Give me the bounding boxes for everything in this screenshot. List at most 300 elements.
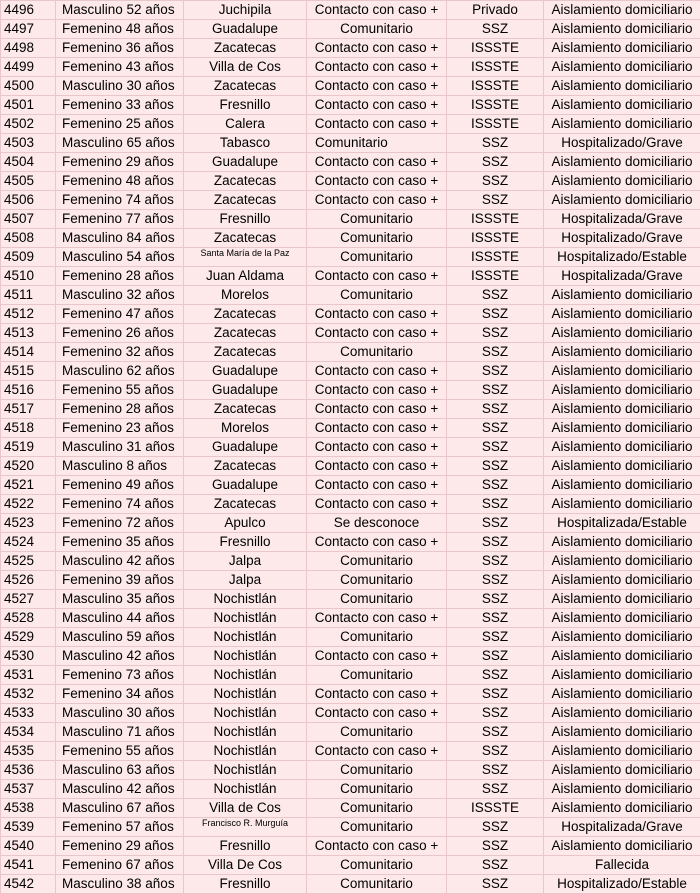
table-row [1, 818, 700, 837]
municipality-cell: Nochistlán [184, 685, 307, 704]
case-id-cell: 4506 [1, 191, 56, 210]
transmission-type-cell: Comunitario [307, 20, 447, 39]
case-id-cell: 4519 [1, 438, 56, 457]
status-cell: Aislamiento domiciliario [544, 58, 700, 77]
transmission-type-cell: Comunitario [307, 856, 447, 875]
table-row [1, 400, 700, 419]
case-id-cell: 4499 [1, 58, 56, 77]
transmission-type-cell: Contacto con caso + [307, 476, 447, 495]
table-row [1, 514, 700, 533]
status-cell: Aislamiento domiciliario [544, 742, 700, 761]
municipality-cell: Juchipila [184, 1, 307, 20]
status-cell: Hospitalizado/Grave [544, 229, 700, 248]
table-row [1, 1, 700, 20]
transmission-type-cell: Contacto con caso + [307, 419, 447, 438]
municipality-cell: Tabasco [184, 134, 307, 153]
status-cell: Aislamiento domiciliario [544, 400, 700, 419]
sex-age-cell: Femenino 55 años [56, 742, 184, 761]
table-row [1, 647, 700, 666]
institution-cell: SSZ [447, 191, 544, 210]
institution-cell: SSZ [447, 761, 544, 780]
case-id-cell: 4502 [1, 115, 56, 134]
status-cell: Aislamiento domiciliario [544, 96, 700, 115]
municipality-cell: Nochistlán [184, 704, 307, 723]
institution-cell: SSZ [447, 704, 544, 723]
institution-cell: SSZ [447, 647, 544, 666]
transmission-type-cell: Contacto con caso + [307, 400, 447, 419]
institution-cell: SSZ [447, 324, 544, 343]
sex-age-cell: Masculino 31 años [56, 438, 184, 457]
transmission-type-cell: Contacto con caso + [307, 685, 447, 704]
table-row [1, 153, 700, 172]
institution-cell: SSZ [447, 571, 544, 590]
case-id-cell: 4522 [1, 495, 56, 514]
municipality-cell: Zacatecas [184, 457, 307, 476]
sex-age-cell: Masculino 44 años [56, 609, 184, 628]
status-cell: Aislamiento domiciliario [544, 780, 700, 799]
institution-cell: SSZ [447, 134, 544, 153]
institution-cell: SSZ [447, 837, 544, 856]
case-id-cell: 4532 [1, 685, 56, 704]
case-id-cell: 4510 [1, 267, 56, 286]
municipality-cell: Nochistlán [184, 647, 307, 666]
municipality-cell: Villa De Cos [184, 856, 307, 875]
table-row [1, 134, 700, 153]
status-cell: Aislamiento domiciliario [544, 495, 700, 514]
table-row [1, 780, 700, 799]
sex-age-cell: Femenino 29 años [56, 837, 184, 856]
table-row [1, 609, 700, 628]
municipality-cell: Zacatecas [184, 191, 307, 210]
status-cell: Aislamiento domiciliario [544, 647, 700, 666]
transmission-type-cell: Contacto con caso + [307, 267, 447, 286]
case-id-cell: 4524 [1, 533, 56, 552]
transmission-type-cell: Comunitario [307, 761, 447, 780]
case-id-cell: 4530 [1, 647, 56, 666]
municipality-cell: Zacatecas [184, 172, 307, 191]
case-id-cell: 4514 [1, 343, 56, 362]
case-id-cell: 4525 [1, 552, 56, 571]
table-row [1, 590, 700, 609]
table-row [1, 305, 700, 324]
case-id-cell: 4526 [1, 571, 56, 590]
municipality-cell: Guadalupe [184, 438, 307, 457]
status-cell: Aislamiento domiciliario [544, 362, 700, 381]
sex-age-cell: Masculino 42 años [56, 552, 184, 571]
table-row [1, 742, 700, 761]
table-row [1, 267, 700, 286]
sex-age-cell: Masculino 30 años [56, 77, 184, 96]
institution-cell: SSZ [447, 666, 544, 685]
status-cell: Aislamiento domiciliario [544, 590, 700, 609]
institution-cell: ISSSTE [447, 267, 544, 286]
institution-cell: SSZ [447, 742, 544, 761]
case-id-cell: 4517 [1, 400, 56, 419]
case-id-cell: 4497 [1, 20, 56, 39]
transmission-type-cell: Comunitario [307, 666, 447, 685]
municipality-cell: Zacatecas [184, 39, 307, 58]
table-row [1, 495, 700, 514]
status-cell: Aislamiento domiciliario [544, 837, 700, 856]
transmission-type-cell: Contacto con caso + [307, 837, 447, 856]
table-row [1, 172, 700, 191]
status-cell: Aislamiento domiciliario [544, 609, 700, 628]
status-cell: Aislamiento domiciliario [544, 704, 700, 723]
case-id-cell: 4508 [1, 229, 56, 248]
sex-age-cell: Femenino 67 años [56, 856, 184, 875]
municipality-cell: Apulco [184, 514, 307, 533]
status-cell: Hospitalizada/Estable [544, 514, 700, 533]
case-id-cell: 4537 [1, 780, 56, 799]
case-id-cell: 4516 [1, 381, 56, 400]
status-cell: Aislamiento domiciliario [544, 191, 700, 210]
table-row [1, 723, 700, 742]
table-row [1, 666, 700, 685]
case-id-cell: 4542 [1, 875, 56, 894]
institution-cell: SSZ [447, 495, 544, 514]
institution-cell: SSZ [447, 343, 544, 362]
table-row [1, 210, 700, 229]
transmission-type-cell: Comunitario [307, 134, 447, 153]
sex-age-cell: Femenino 43 años [56, 58, 184, 77]
sex-age-cell: Masculino 35 años [56, 590, 184, 609]
sex-age-cell: Femenino 23 años [56, 419, 184, 438]
sex-age-cell: Femenino 35 años [56, 533, 184, 552]
table-row [1, 248, 700, 267]
case-id-cell: 4541 [1, 856, 56, 875]
transmission-type-cell: Contacto con caso + [307, 324, 447, 343]
municipality-cell: Zacatecas [184, 305, 307, 324]
sex-age-cell: Masculino 67 años [56, 799, 184, 818]
case-id-cell: 4533 [1, 704, 56, 723]
municipality-cell: Guadalupe [184, 476, 307, 495]
case-id-cell: 4518 [1, 419, 56, 438]
case-id-cell: 4520 [1, 457, 56, 476]
municipality-cell: Villa de Cos [184, 58, 307, 77]
table-row [1, 191, 700, 210]
table-row [1, 286, 700, 305]
case-id-cell: 4509 [1, 248, 56, 267]
institution-cell: ISSSTE [447, 77, 544, 96]
institution-cell: Privado [447, 1, 544, 20]
sex-age-cell: Masculino 42 años [56, 647, 184, 666]
sex-age-cell: Femenino 34 años [56, 685, 184, 704]
table-row [1, 457, 700, 476]
case-id-cell: 4540 [1, 837, 56, 856]
sex-age-cell: Masculino 54 años [56, 248, 184, 267]
institution-cell: SSZ [447, 457, 544, 476]
status-cell: Hospitalizada/Grave [544, 267, 700, 286]
sex-age-cell: Femenino 55 años [56, 381, 184, 400]
sex-age-cell: Femenino 77 años [56, 210, 184, 229]
status-cell: Aislamiento domiciliario [544, 457, 700, 476]
table-row [1, 628, 700, 647]
status-cell: Aislamiento domiciliario [544, 286, 700, 305]
municipality-cell: Nochistlán [184, 742, 307, 761]
status-cell: Aislamiento domiciliario [544, 533, 700, 552]
status-cell: Aislamiento domiciliario [544, 343, 700, 362]
table-row [1, 381, 700, 400]
case-id-cell: 4521 [1, 476, 56, 495]
transmission-type-cell: Contacto con caso + [307, 362, 447, 381]
sex-age-cell: Femenino 47 años [56, 305, 184, 324]
sex-age-cell: Femenino 29 años [56, 153, 184, 172]
table-row [1, 837, 700, 856]
status-cell: Aislamiento domiciliario [544, 305, 700, 324]
sex-age-cell: Masculino 42 años [56, 780, 184, 799]
case-id-cell: 4505 [1, 172, 56, 191]
municipality-cell: Guadalupe [184, 381, 307, 400]
institution-cell: ISSSTE [447, 39, 544, 58]
status-cell: Hospitalizado/Estable [544, 875, 700, 894]
table-row [1, 856, 700, 875]
table-row [1, 799, 700, 818]
municipality-cell: Zacatecas [184, 77, 307, 96]
table-row [1, 115, 700, 134]
transmission-type-cell: Contacto con caso + [307, 533, 447, 552]
municipality-cell: Zacatecas [184, 229, 307, 248]
transmission-type-cell: Comunitario [307, 210, 447, 229]
case-id-cell: 4507 [1, 210, 56, 229]
sex-age-cell: Femenino 74 años [56, 495, 184, 514]
institution-cell: SSZ [447, 20, 544, 39]
transmission-type-cell: Contacto con caso + [307, 1, 447, 20]
institution-cell: SSZ [447, 362, 544, 381]
status-cell: Aislamiento domiciliario [544, 324, 700, 343]
status-cell: Aislamiento domiciliario [544, 115, 700, 134]
institution-cell: ISSSTE [447, 248, 544, 267]
municipality-cell: Santa María de la Paz [184, 248, 307, 267]
municipality-cell: Fresnillo [184, 96, 307, 115]
table-row [1, 571, 700, 590]
institution-cell: ISSSTE [447, 58, 544, 77]
status-cell: Hospitalizado/Estable [544, 248, 700, 267]
institution-cell: SSZ [447, 552, 544, 571]
transmission-type-cell: Contacto con caso + [307, 58, 447, 77]
transmission-type-cell: Contacto con caso + [307, 647, 447, 666]
institution-cell: SSZ [447, 476, 544, 495]
status-cell: Hospitalizado/Grave [544, 134, 700, 153]
institution-cell: ISSSTE [447, 96, 544, 115]
municipality-cell: Nochistlán [184, 761, 307, 780]
institution-cell: SSZ [447, 381, 544, 400]
table-row [1, 229, 700, 248]
institution-cell: ISSSTE [447, 799, 544, 818]
case-id-cell: 4511 [1, 286, 56, 305]
case-id-cell: 4531 [1, 666, 56, 685]
table-row [1, 343, 700, 362]
sex-age-cell: Masculino 30 años [56, 704, 184, 723]
transmission-type-cell: Contacto con caso + [307, 381, 447, 400]
transmission-type-cell: Comunitario [307, 590, 447, 609]
sex-age-cell: Femenino 73 años [56, 666, 184, 685]
municipality-cell: Fresnillo [184, 533, 307, 552]
transmission-type-cell: Contacto con caso + [307, 115, 447, 134]
municipality-cell: Guadalupe [184, 20, 307, 39]
transmission-type-cell: Contacto con caso + [307, 172, 447, 191]
case-id-cell: 4539 [1, 818, 56, 837]
municipality-cell: Juan Aldama [184, 267, 307, 286]
sex-age-cell: Femenino 49 años [56, 476, 184, 495]
status-cell: Aislamiento domiciliario [544, 571, 700, 590]
transmission-type-cell: Contacto con caso + [307, 77, 447, 96]
table-row [1, 476, 700, 495]
table-row [1, 77, 700, 96]
municipality-cell: Zacatecas [184, 495, 307, 514]
transmission-type-cell: Contacto con caso + [307, 39, 447, 58]
institution-cell: SSZ [447, 780, 544, 799]
table-row [1, 362, 700, 381]
status-cell: Aislamiento domiciliario [544, 20, 700, 39]
municipality-cell: Zacatecas [184, 343, 307, 362]
sex-age-cell: Femenino 36 años [56, 39, 184, 58]
table-row [1, 533, 700, 552]
municipality-cell: Nochistlán [184, 609, 307, 628]
sex-age-cell: Masculino 62 años [56, 362, 184, 381]
municipality-cell: Zacatecas [184, 324, 307, 343]
municipality-cell: Jalpa [184, 571, 307, 590]
status-cell: Aislamiento domiciliario [544, 438, 700, 457]
transmission-type-cell: Contacto con caso + [307, 96, 447, 115]
transmission-type-cell: Comunitario [307, 552, 447, 571]
municipality-cell: Nochistlán [184, 590, 307, 609]
institution-cell: SSZ [447, 818, 544, 837]
status-cell: Aislamiento domiciliario [544, 476, 700, 495]
status-cell: Aislamiento domiciliario [544, 1, 700, 20]
institution-cell: SSZ [447, 305, 544, 324]
transmission-type-cell: Contacto con caso + [307, 704, 447, 723]
institution-cell: SSZ [447, 172, 544, 191]
case-id-cell: 4529 [1, 628, 56, 647]
case-id-cell: 4503 [1, 134, 56, 153]
institution-cell: SSZ [447, 419, 544, 438]
institution-cell: SSZ [447, 856, 544, 875]
institution-cell: SSZ [447, 514, 544, 533]
sex-age-cell: Femenino 32 años [56, 343, 184, 362]
transmission-type-cell: Contacto con caso + [307, 457, 447, 476]
municipality-cell: Nochistlán [184, 723, 307, 742]
institution-cell: ISSSTE [447, 115, 544, 134]
municipality-cell: Nochistlán [184, 666, 307, 685]
case-id-cell: 4534 [1, 723, 56, 742]
transmission-type-cell: Comunitario [307, 723, 447, 742]
table-row [1, 96, 700, 115]
table-row [1, 419, 700, 438]
municipality-cell: Calera [184, 115, 307, 134]
table-row [1, 324, 700, 343]
table-row [1, 875, 700, 894]
sex-age-cell: Femenino 72 años [56, 514, 184, 533]
transmission-type-cell: Comunitario [307, 799, 447, 818]
table-row [1, 438, 700, 457]
status-cell: Aislamiento domiciliario [544, 552, 700, 571]
institution-cell: SSZ [447, 723, 544, 742]
institution-cell: ISSSTE [447, 210, 544, 229]
sex-age-cell: Masculino 59 años [56, 628, 184, 647]
institution-cell: ISSSTE [447, 229, 544, 248]
status-cell: Hospitalizada/Grave [544, 818, 700, 837]
sex-age-cell: Masculino 32 años [56, 286, 184, 305]
case-id-cell: 4501 [1, 96, 56, 115]
transmission-type-cell: Contacto con caso + [307, 191, 447, 210]
transmission-type-cell: Se desconoce [307, 514, 447, 533]
status-cell: Hospitalizada/Grave [544, 210, 700, 229]
sex-age-cell: Masculino 63 años [56, 761, 184, 780]
case-id-cell: 4496 [1, 1, 56, 20]
status-cell: Aislamiento domiciliario [544, 39, 700, 58]
sex-age-cell: Femenino 39 años [56, 571, 184, 590]
table-row [1, 39, 700, 58]
case-id-cell: 4528 [1, 609, 56, 628]
sex-age-cell: Femenino 33 años [56, 96, 184, 115]
sex-age-cell: Femenino 25 años [56, 115, 184, 134]
municipality-cell: Fresnillo [184, 210, 307, 229]
case-id-cell: 4504 [1, 153, 56, 172]
sex-age-cell: Femenino 48 años [56, 172, 184, 191]
case-id-cell: 4512 [1, 305, 56, 324]
transmission-type-cell: Contacto con caso + [307, 495, 447, 514]
status-cell: Aislamiento domiciliario [544, 666, 700, 685]
transmission-type-cell: Comunitario [307, 875, 447, 894]
municipality-cell: Villa de Cos [184, 799, 307, 818]
institution-cell: SSZ [447, 590, 544, 609]
transmission-type-cell: Contacto con caso + [307, 742, 447, 761]
sex-age-cell: Masculino 8 años [56, 457, 184, 476]
table-row [1, 20, 700, 39]
transmission-type-cell: Contacto con caso + [307, 305, 447, 324]
transmission-type-cell: Contacto con caso + [307, 609, 447, 628]
municipality-cell: Nochistlán [184, 780, 307, 799]
case-id-cell: 4536 [1, 761, 56, 780]
institution-cell: SSZ [447, 533, 544, 552]
case-id-cell: 4535 [1, 742, 56, 761]
transmission-type-cell: Comunitario [307, 628, 447, 647]
sex-age-cell: Masculino 52 años [56, 1, 184, 20]
transmission-type-cell: Contacto con caso + [307, 153, 447, 172]
case-id-cell: 4523 [1, 514, 56, 533]
municipality-cell: Guadalupe [184, 153, 307, 172]
status-cell: Aislamiento domiciliario [544, 761, 700, 780]
transmission-type-cell: Comunitario [307, 571, 447, 590]
institution-cell: SSZ [447, 628, 544, 647]
sex-age-cell: Masculino 38 años [56, 875, 184, 894]
status-cell: Aislamiento domiciliario [544, 685, 700, 704]
municipality-cell: Morelos [184, 286, 307, 305]
municipality-cell: Fresnillo [184, 875, 307, 894]
municipality-cell: Fresnillo [184, 837, 307, 856]
table-row [1, 58, 700, 77]
table-row [1, 685, 700, 704]
sex-age-cell: Femenino 74 años [56, 191, 184, 210]
transmission-type-cell: Comunitario [307, 780, 447, 799]
institution-cell: SSZ [447, 875, 544, 894]
status-cell: Aislamiento domiciliario [544, 723, 700, 742]
sex-age-cell: Femenino 28 años [56, 267, 184, 286]
case-id-cell: 4513 [1, 324, 56, 343]
institution-cell: SSZ [447, 153, 544, 172]
case-id-cell: 4500 [1, 77, 56, 96]
table-row [1, 761, 700, 780]
transmission-type-cell: Comunitario [307, 229, 447, 248]
status-cell: Aislamiento domiciliario [544, 419, 700, 438]
case-id-cell: 4515 [1, 362, 56, 381]
status-cell: Aislamiento domiciliario [544, 381, 700, 400]
transmission-type-cell: Comunitario [307, 343, 447, 362]
transmission-type-cell: Comunitario [307, 248, 447, 267]
transmission-type-cell: Comunitario [307, 286, 447, 305]
sex-age-cell: Femenino 28 años [56, 400, 184, 419]
institution-cell: SSZ [447, 609, 544, 628]
